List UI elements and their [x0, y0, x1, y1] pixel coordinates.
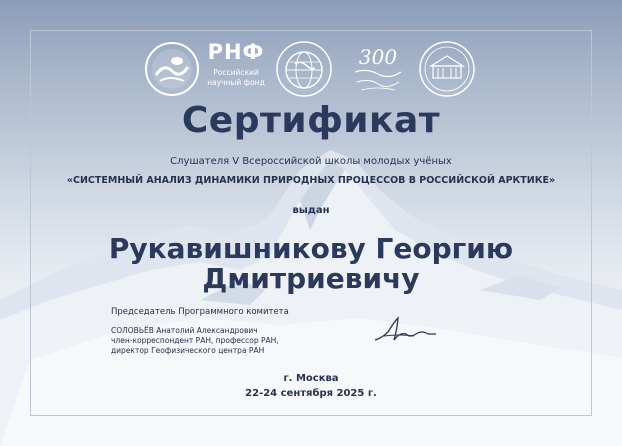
- event-dates: 22-24 сентября 2025 г.: [245, 388, 377, 399]
- building-emblem-icon: [416, 40, 478, 98]
- rnf-logo-title: РНФ: [207, 40, 265, 64]
- city-label: г. Москва: [283, 373, 339, 384]
- rnf-subtitle-line2: научный фонд: [207, 78, 265, 87]
- school-description: Слушателя V Всероссийской школы молодых учёных: [170, 156, 452, 167]
- academy-300-years-icon: [346, 40, 410, 98]
- issued-label: выдан: [292, 205, 330, 216]
- svg-text:300: 300: [358, 45, 398, 69]
- signatory-position-2: директор Геофизического центра РАН: [111, 346, 265, 355]
- rnf-logo-icon: [206, 42, 266, 96]
- recipient-name-line2: Дмитриевичу: [202, 262, 420, 295]
- signatory-name: СОЛОВЬЁВ Анатолий Александрович: [111, 326, 258, 335]
- institution-emblem-icon: [143, 40, 201, 98]
- signatory-position-1: член-корреспондент РАН, профессор РАН,: [111, 336, 279, 345]
- chair-label: Председатель Программного комитета: [111, 307, 289, 317]
- certificate-title: Сертификат: [181, 100, 441, 141]
- recipient-name-line1: Рукавишникову Георгию: [108, 232, 514, 265]
- geophysical-center-globe-icon: [274, 40, 334, 98]
- rnf-subtitle-line1: Российский: [213, 68, 259, 77]
- rnf-logo-subtitle: [206, 68, 266, 88]
- school-topic: «СИСТЕМНЫЙ АНАЛИЗ ДИНАМИКИ ПРИРОДНЫХ ПРОЦЕССОВ В РОССИЙСКОЙ АРКТИКЕ»: [66, 175, 556, 186]
- signature-icon: [370, 310, 440, 350]
- signatory-details: [111, 326, 279, 356]
